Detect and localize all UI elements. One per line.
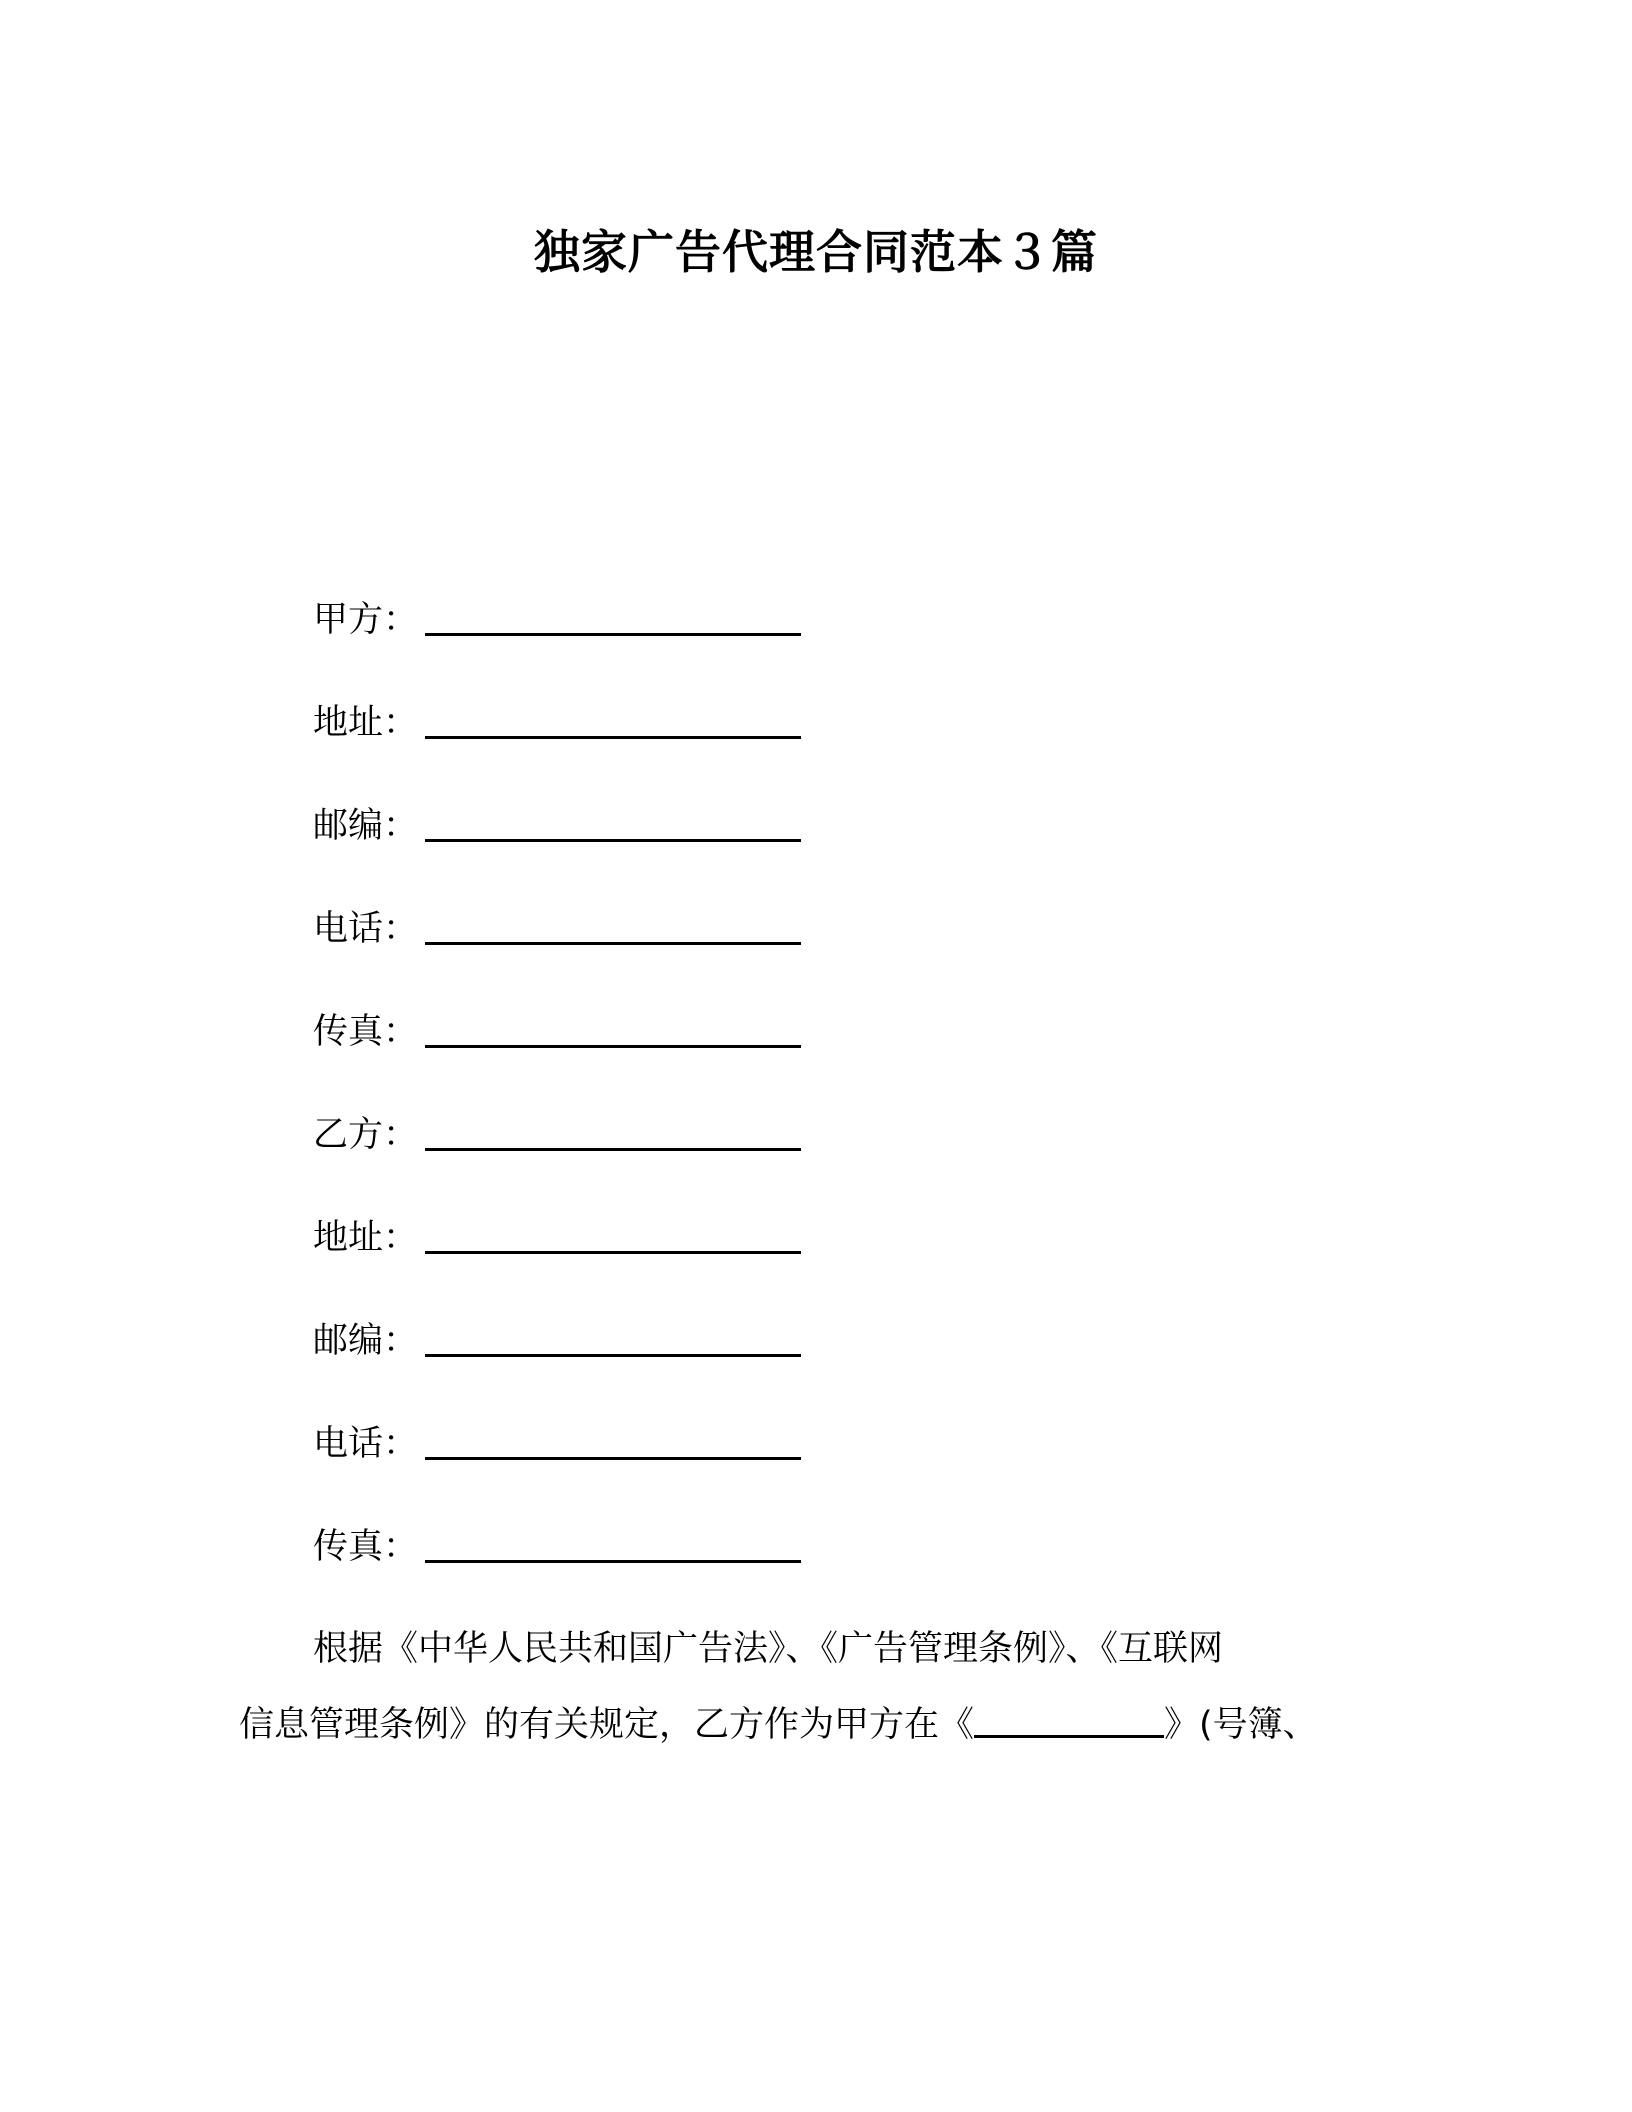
field-label: 电话： [313,1424,419,1464]
blank-line[interactable] [425,1008,801,1048]
field-party-b-phone [313,1420,418,1468]
field-label: 地址： [313,1218,419,1258]
field-party-a-postcode [313,802,418,850]
field-party-a [313,596,418,644]
field-label: 乙方： [313,1115,419,1155]
blank-line[interactable] [425,1111,801,1151]
field-label: 甲方： [313,600,419,640]
field-party-a-phone [313,905,418,953]
field-label: 传真： [313,1527,419,1567]
field-label: 传真： [313,1012,419,1052]
field-label: 地址： [313,703,419,743]
blank-line[interactable] [974,1701,1164,1738]
paragraph-line-2 [239,1701,1389,1749]
field-party-a-fax [313,1008,418,1056]
field-party-b-postcode [313,1317,418,1365]
paragraph-text: 》(号簿、 [1164,1705,1318,1745]
field-label: 邮编： [313,1321,419,1361]
blank-line[interactable] [425,1420,801,1460]
field-label: 电话： [313,909,419,949]
blank-line[interactable] [425,1523,801,1563]
document-title: 独家广告代理合同范本３篇 [534,225,1098,279]
field-party-b-address [313,1214,418,1262]
paragraph-text: 信息管理条例》的有关规定，乙方作为甲方在《 [239,1705,975,1745]
blank-line[interactable] [425,596,801,636]
blank-line[interactable] [425,802,801,842]
blank-line[interactable] [425,905,801,945]
blank-line[interactable] [425,1214,801,1254]
field-party-a-address [313,699,418,747]
blank-line[interactable] [425,1317,801,1357]
blank-line[interactable] [425,699,801,739]
paragraph-line-1: 根据《中华人民共和国广告法》、《广告管理条例》、《互联网 [313,1629,1224,1669]
field-party-b [313,1111,418,1159]
field-label: 邮编： [313,806,419,846]
field-party-b-fax [313,1523,418,1571]
